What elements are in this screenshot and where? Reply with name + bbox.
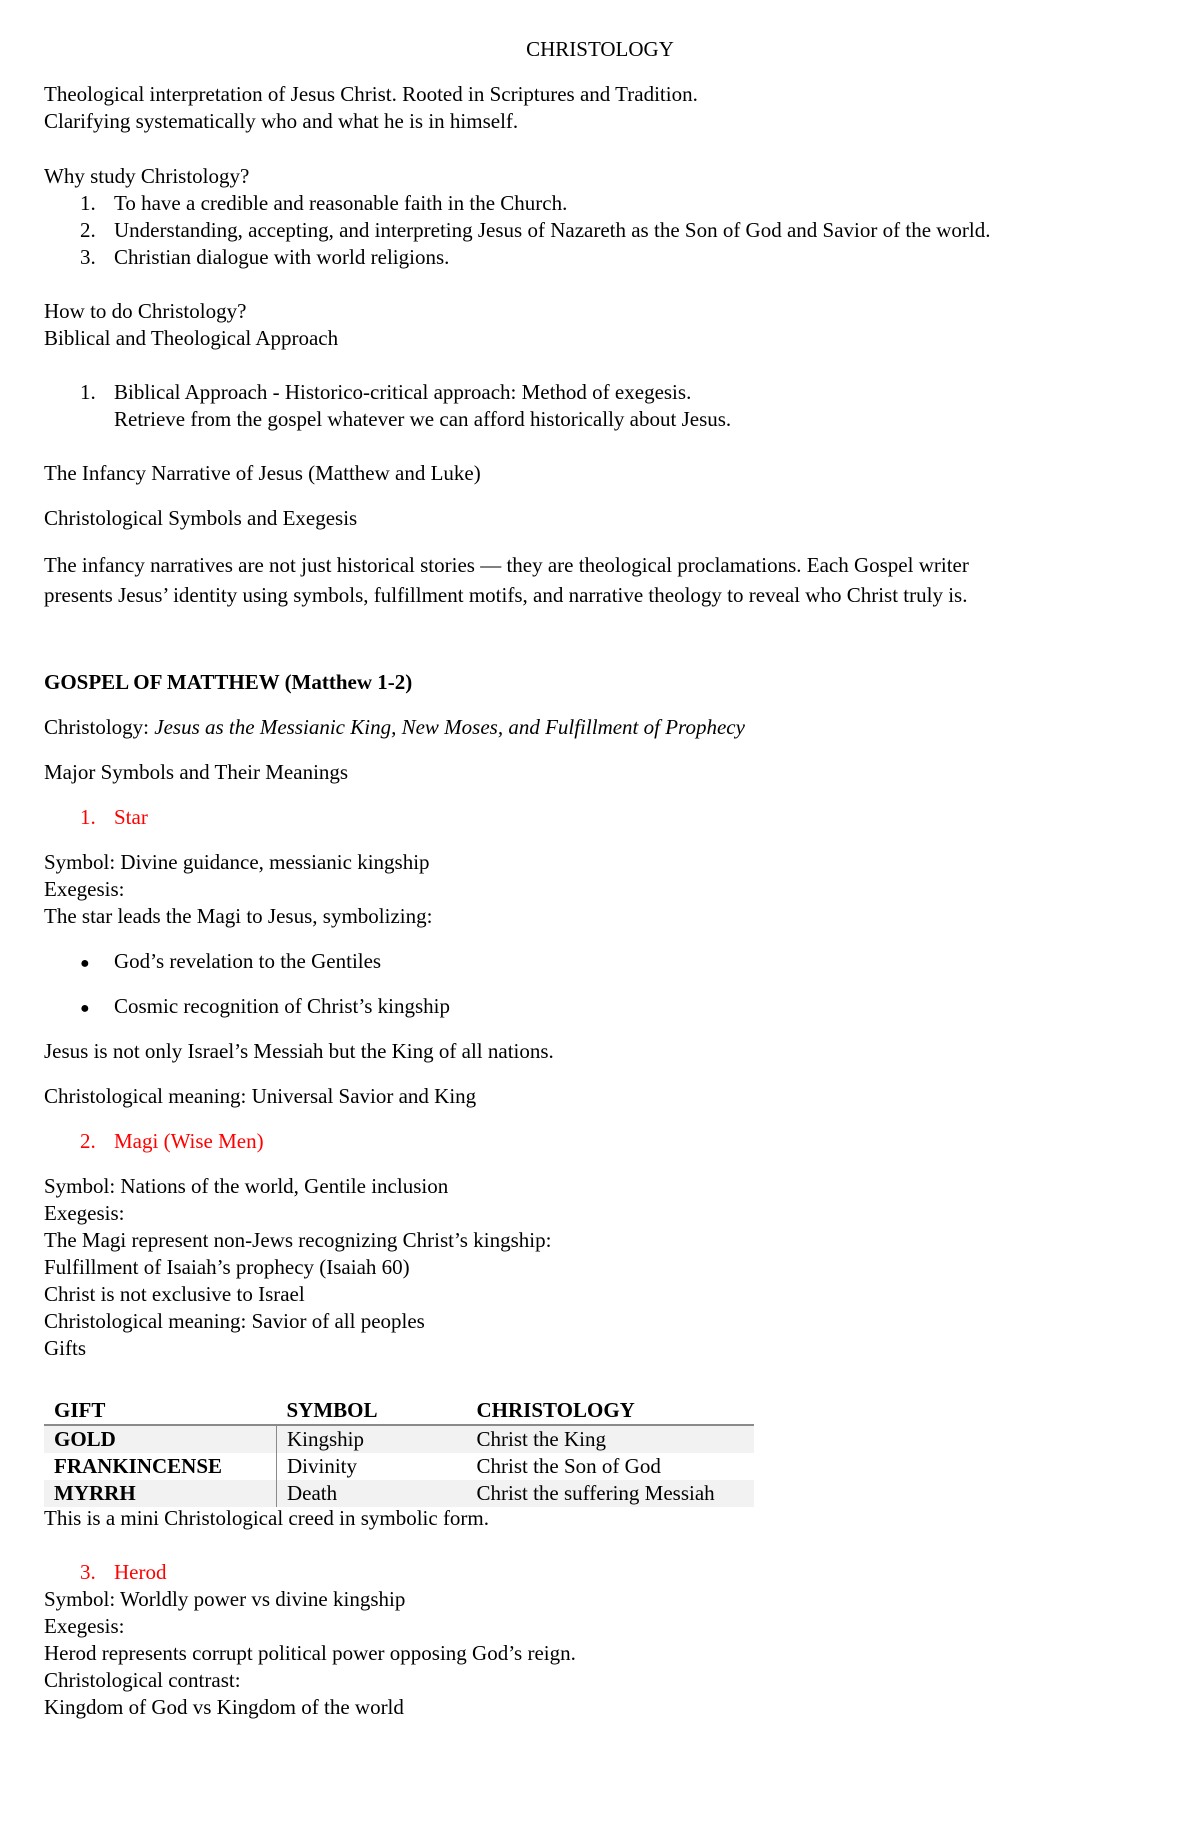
symbols-heading: Major Symbols and Their Meanings <box>44 760 349 784</box>
how-heading: How to do Christology? Biblical and Theological Approach <box>44 298 1140 352</box>
table-header: SYMBOL <box>277 1397 467 1425</box>
star-note: Jesus is not only Israel’s Messiah but the King of all nations. <box>44 1039 554 1063</box>
document-title: CHRISTOLOGY <box>526 37 674 61</box>
table-header: GIFT <box>44 1397 277 1425</box>
table-row <box>44 1453 754 1480</box>
intro-paragraph <box>44 81 1140 135</box>
table-cell: Death <box>277 1480 467 1507</box>
intro-line: Theological interpretation of Jesus Christ. Rooted in Scriptures and Tradition. <box>44 82 698 106</box>
list-item: To have a credible and reasonable faith in the Church. <box>114 191 568 215</box>
why-heading: Why study Christology? <box>44 164 250 188</box>
star-number: 1. <box>80 805 96 829</box>
table-header: CHRISTOLOGY <box>467 1397 755 1425</box>
herod-title: Herod <box>114 1560 167 1584</box>
herod-number: 3. <box>80 1560 96 1584</box>
table-cell: Divinity <box>287 1454 358 1478</box>
table-cell: Kingship <box>277 1425 467 1453</box>
table-cell: MYRRH <box>44 1480 277 1507</box>
list-item: Understanding, accepting, and interpreting Jesus of Nazareth as the Son of God and Savior of the world. <box>114 218 991 242</box>
magi-title: Magi (Wise Men) <box>114 1129 264 1153</box>
table-cell: GOLD <box>44 1425 277 1453</box>
list-item: Biblical Approach - Historico-critical approach: Method of exegesis. <box>114 380 692 404</box>
table-cell: Christ the King <box>467 1425 755 1453</box>
matthew-heading: GOSPEL OF MATTHEW (Matthew 1-2) <box>44 670 413 694</box>
star-meaning: Christological meaning: Universal Savior and King <box>44 1084 477 1108</box>
intro-line: Clarifying systematically who and what he is in himself. <box>44 109 519 133</box>
matthew-christology: Christology: Jesus as the Messianic King, New Moses, and Fulfillment of Prophecy <box>44 715 745 739</box>
bullet-icon: ● <box>80 1000 90 1017</box>
magi-details: Symbol: Nations of the world, Gentile inclusion Exegesis: The Magi represent non-Jews recognizing Christ’s kingship: Fulfillment of Isaiah’s prophecy (Isaiah 60) Christ is not exclusive to Israel Christological meaning: Savior of all peoples Gifts <box>44 1174 552 1360</box>
list-item: Christian dialogue with world religions. <box>114 245 450 269</box>
list-item: God’s revelation to the Gentiles <box>114 949 382 973</box>
infancy-heading: The Infancy Narrative of Jesus (Matthew and Luke) <box>44 461 481 485</box>
table-caption: This is a mini Christological creed in symbolic form. <box>44 1506 490 1530</box>
infancy-paragraph: The infancy narratives are not just historical stories — they are theological proclamations. Each Gospel writer presents Jesus’ identity using symbols, fulfillment motifs, and narrative theology to reveal who Christ truly is. <box>44 553 969 607</box>
table-cell: Christ the Son of God <box>476 1454 661 1478</box>
table-row <box>44 1480 754 1507</box>
document-page: CHRISTOLOGY Theological interpretation of Jesus Christ. Rooted in Scriptures and Tradition. Clarifying systematically who and what he is in himself. Why study Christology? 1. To have a credible and reasonable faith in the Church. 2. Understanding, accepting, and interpreting Jesus of Nazareth as the Son of God and Savior of the world. 3. Christian dialogue with world religions. How to do Christology? Biblical and Theological Approach 1. Biblical Approach - Historico-critical approach: Method of exegesis. Retrieve from the gospel whatever we can afford historically about Jesus. The Infancy Narrative of Jesus (Matthew and Luke) Christological Symbols and Exegesis The infancy narratives are not just historical stories — they are theological proclamations. Each Gospel writer presents Jesus’ identity using symbols, fulfillment motifs, and narrative theology to reveal who Christ truly is. GOSPEL OF MATTHEW (Matthew 1-2) Christology: Jesus as the Messianic King, New Moses, and Fulfillment of Prophecy Major Symbols and Their Meanings 1. Star Symbol: Divine guidance, messianic kingship Exegesis: The star leads the Magi to Jesus, symbolizing: ● God’s revelation to the Gentiles ● Cosmic recognition of Christ’s kingship Jesus is not only Israel’s Messiah but the King of all nations. Christological meaning: Universal Savior and King 2. Magi (Wise Men) Symbol: Nations of the world, Gentile inclusion Exegesis: The Magi represent non-Jews recognizing Christ’s kingship: Fulfillment of Isaiah’s prophecy (Isaiah 60) Christ is not exclusive to Israel Christological meaning: Savior of all peoples Gifts GIFT SYMBOL CHRISTOLOGY GOLD Kingship Christ the King FRANKINCENSE Divinity Christ the Son of God MYRRH Death Christ the suffering Messiah This is a mini Christological creed in symbolic form. 3. Herod Symbol: Worldly power vs divine kingship Exegesis: Herod represents corrupt political power opposing God’s reign. Christological contrast: Kingdom of God vs Kingdom of the world <box>0 0 1200 1834</box>
star-title: Star <box>114 805 148 829</box>
list-item-continuation: Retrieve from the gospel whatever we can afford historically about Jesus. <box>114 407 732 431</box>
table-row <box>44 1425 754 1453</box>
table-cell: Christ the suffering Messiah <box>467 1480 755 1507</box>
magi-number: 2. <box>80 1129 96 1153</box>
infancy-subheading: Christological Symbols and Exegesis <box>44 506 358 530</box>
table-cell: FRANKINCENSE <box>44 1453 277 1480</box>
approach-line: Biblical and Theological Approach <box>44 326 339 350</box>
herod-details: Symbol: Worldly power vs divine kingship Exegesis: Herod represents corrupt political power opposing God’s reign. Christological contrast: Kingdom of God vs Kingdom of the world <box>44 1587 576 1719</box>
star-details: Symbol: Divine guidance, messianic kingship Exegesis: The star leads the Magi to Jesus, symbolizing: <box>44 850 433 928</box>
gifts-table <box>44 1397 754 1507</box>
list-item: Cosmic recognition of Christ’s kingship <box>114 994 450 1018</box>
table-header-row <box>44 1397 754 1425</box>
bullet-icon: ● <box>80 955 90 972</box>
